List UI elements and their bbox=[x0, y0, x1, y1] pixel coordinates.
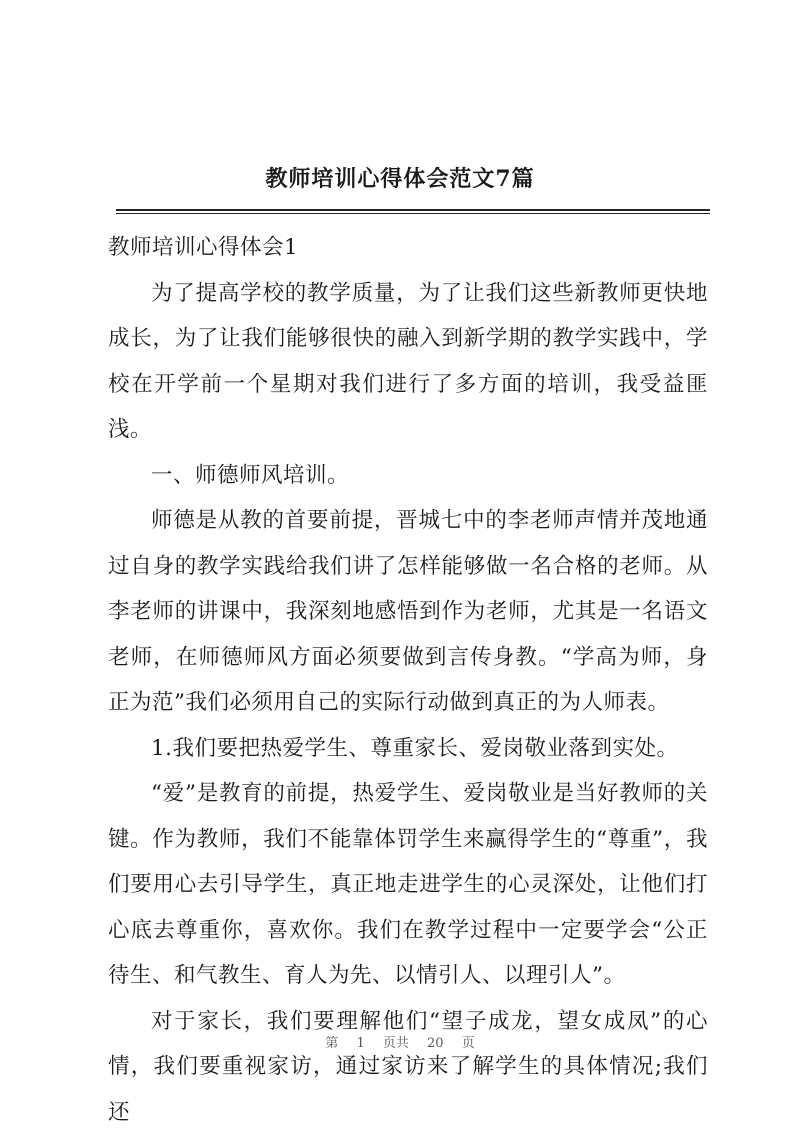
paragraph: 师德是从教的首要前提，晋城七中的李老师声情并茂地通过自身的教学实践给我们讲了怎样能够做一名合格的老师。从李老师的讲课中，我深刻地感悟到作为老师，尤其是一名语文老师，在师德师风方面必须要做到言传身教。“学高为师，身正为范”我们必须用自己的实际行动做到真正的为人师表。 bbox=[108, 498, 708, 726]
footer-prefix: 第 bbox=[325, 1032, 338, 1051]
paragraph: 1.我们要把热爱学生、尊重家长、爱岗敬业落到实处。 bbox=[108, 726, 708, 772]
paragraph: 为了提高学校的教学质量，为了让我们这些新教师更快地成长，为了让我们能够很快的融入到新学期的教学实践中，学校在开学前一个星期对我们进行了多方面的培训，我受益匪浅。 bbox=[108, 271, 708, 453]
paragraph-heading: 教师培训心得体会1 bbox=[108, 225, 708, 271]
paragraph: “爱”是教育的前提，热爱学生、爱岗敬业是当好教师的关键。作为教师，我们不能靠体罚学生来赢得学生的“尊重”，我们要用心去引导学生，真正地走进学生的心灵深处，让他们打心底去尊重你，喜欢你。我们在教学过程中一定要学会“公正待生、和气教生、育人为先、以情引人、以理引人”。 bbox=[108, 771, 708, 999]
footer-total-pages: 20 bbox=[427, 1036, 444, 1051]
page-footer bbox=[0, 1032, 800, 1051]
footer-suffix: 页 bbox=[462, 1032, 475, 1051]
footer-middle: 页共 bbox=[383, 1032, 409, 1051]
paragraph: 对于家长，我们要理解他们“望子成龙，望女成凤”的心情，我们要重视家访，通过家访来了解学生的具体情况;我们还 bbox=[108, 999, 708, 1135]
document-body bbox=[108, 225, 708, 1135]
paragraph: 一、师德师风培训。 bbox=[108, 453, 708, 499]
footer-page-number: 1 bbox=[356, 1036, 364, 1051]
title-divider bbox=[116, 209, 710, 214]
document-title: 教师培训心得体会范文7篇 bbox=[0, 164, 800, 194]
